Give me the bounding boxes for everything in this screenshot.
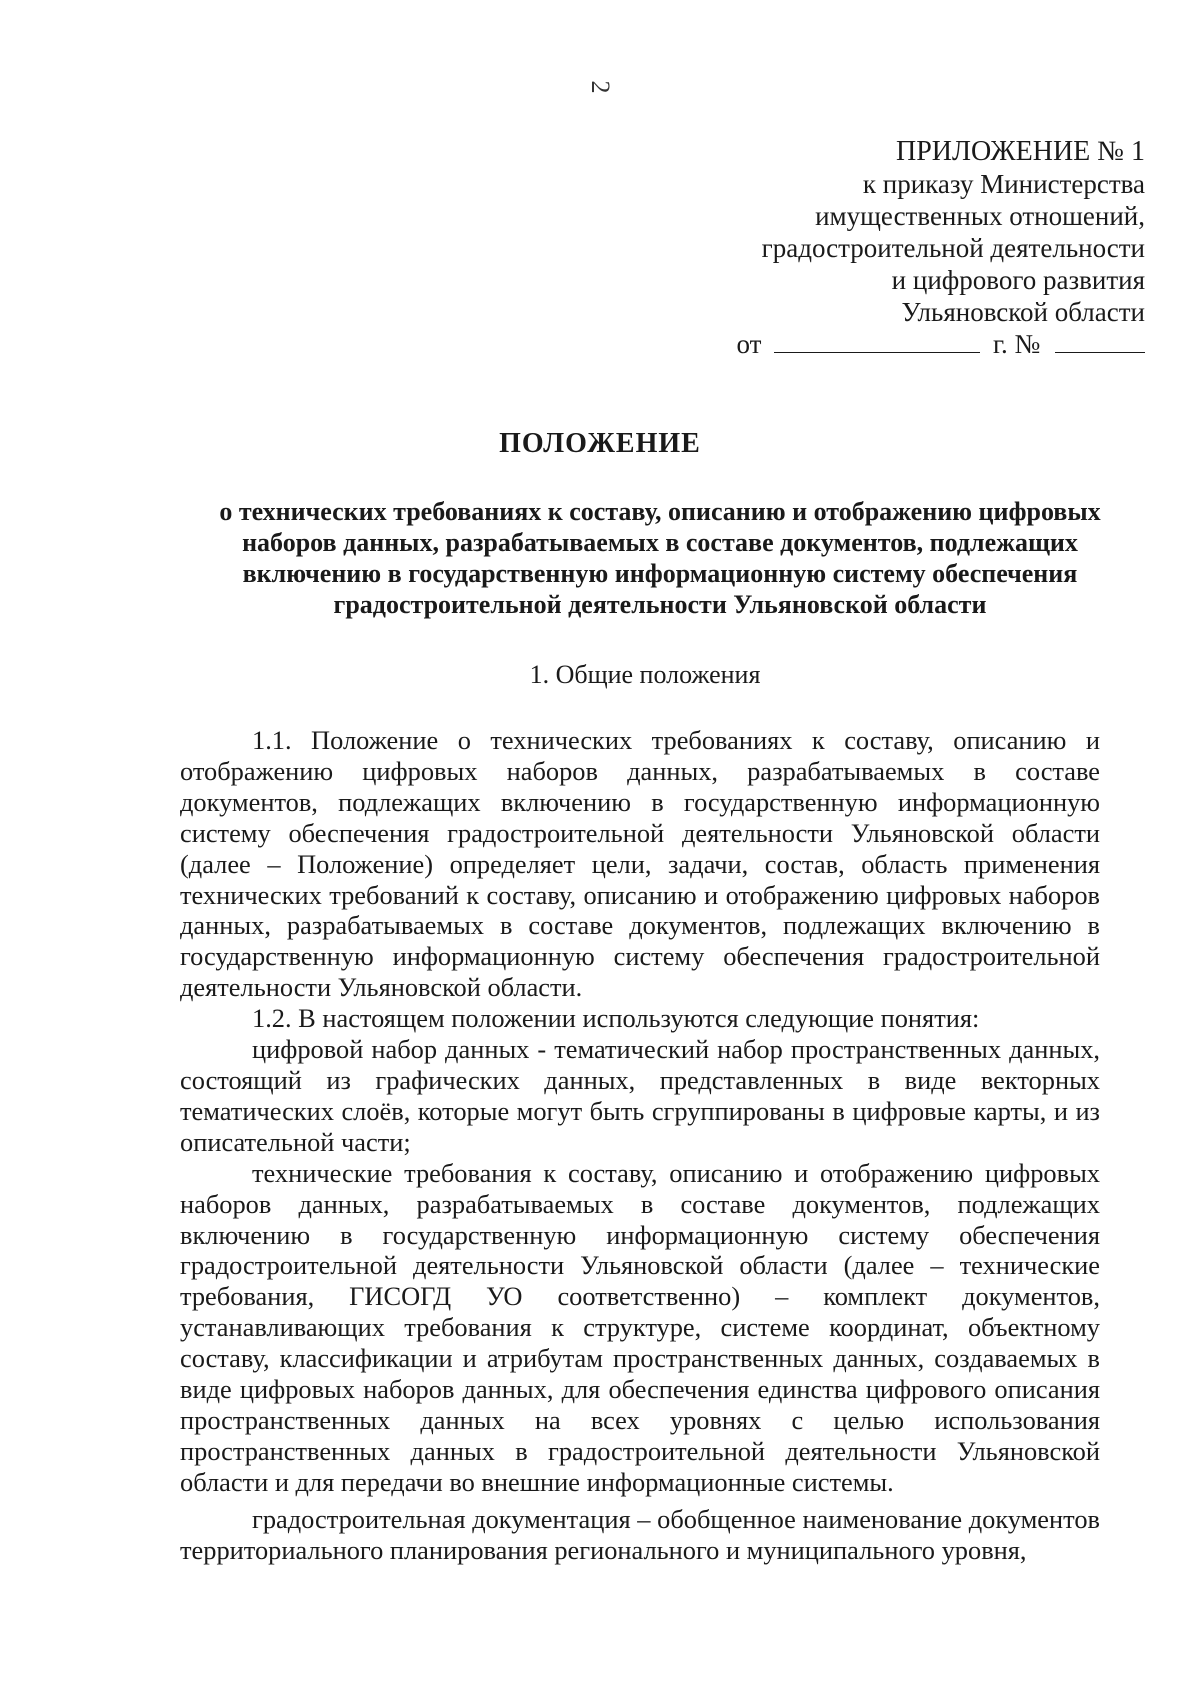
appendix-line: Ульяновской области [901, 297, 1145, 327]
number-blank [1055, 330, 1145, 353]
page-number: 2 [586, 80, 615, 94]
section-heading: 1. Общие положения [529, 660, 761, 689]
appendix-line: имущественных отношений, [815, 201, 1145, 231]
appendix-line: и цифрового развития [891, 265, 1145, 295]
appendix-block [737, 136, 1146, 360]
appendix-line: к приказу Министерства [862, 169, 1145, 199]
paragraph: 1.1. Положение о технических требованиях к составу, описанию и отображению цифровых наборов данных, разрабатываемых в составе документов, подлежащих включению в государственную информационную систему обеспечения градостроительной деятельности Ульяновской области (далее – Положение) определяет цели, задачи, состав, область применения технических требований к составу, описанию и отображению цифровых наборов данных, разрабатываемых в составе документов, подлежащих включению в государственную информационную систему обеспечения градостроительной деятельности Ульяновской области. [180, 725, 1100, 1003]
appendix-line: градостроительной деятельности [761, 233, 1145, 263]
paragraph: цифровой набор данных - тематический набор пространственных данных, состоящий из графических данных, представленных в виде векторных тематических слоёв, которые могут быть сгруппированы в цифровые карты, и из описательной части; [180, 1034, 1100, 1157]
appendix-heading: ПРИЛОЖЕНИЕ № 1 [896, 136, 1145, 167]
document-subtitle: о технических требованиях к составу, описанию и отображению цифровых наборов данных, разрабатываемых в составе документов, подлежащих включению в государственную информационную систему обеспечения градостроительной деятельности Ульяновской области [219, 497, 1101, 619]
paragraph: технические требования к составу, описанию и отображению цифровых наборов данных, разрабатываемых в составе документов, подлежащих включению в государственную информационную систему обеспечения градостроительной деятельности Ульяновской области (далее – технические требования, ГИСОГД УО соответственно) – комплект документов, устанавливающих требования к структуре, системе координат, объектному составу, классификации и атрибутам пространственных данных, создаваемых в виде цифровых наборов данных, для обеспечения единства цифрового описания пространственных данных на всех уровнях с целью использования пространственных данных в градостроительной деятельности Ульяновской области и для передачи во внешние информационные системы. [180, 1157, 1100, 1497]
number-prefix: г. № [992, 329, 1041, 359]
document-title: ПОЛОЖЕНИЕ [499, 428, 701, 459]
paragraph: градостроительная документация – обобщенное наименование документов территориального планирования регионального и муниципального уровня, [180, 1503, 1100, 1565]
date-blank [774, 330, 980, 353]
body-text [180, 725, 1100, 1565]
date-prefix: от [736, 329, 762, 359]
order-date-line [737, 328, 1146, 360]
paragraph: 1.2. В настоящем положении используются следующие понятия: [252, 1003, 980, 1034]
